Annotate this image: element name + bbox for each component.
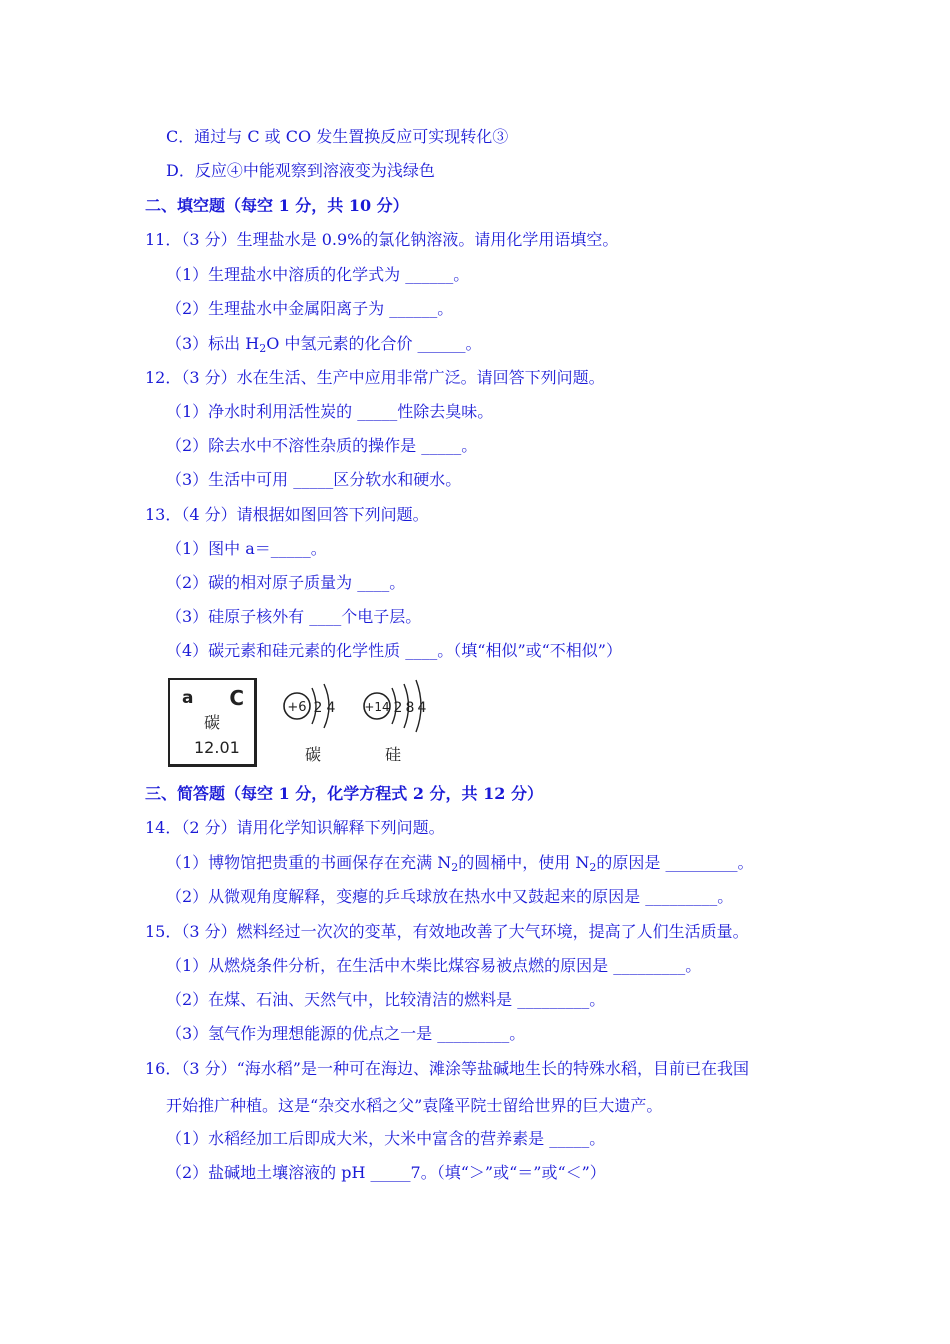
q15-part1: （1）从燃烧条件分析，在生活中木柴比煤容易被点燃的原因是 _________。 (166, 956, 702, 975)
q11-part3-sub: 2 (259, 342, 267, 355)
silicon-shell-3-count: 4 (417, 700, 427, 716)
q16-part2: （2）盐碱地土壤溶液的 pH _____7。（填“＞”或“＝”或“＜”） (166, 1163, 606, 1182)
q11-part2: （2）生理盐水中金属阳离子为 ______。 (166, 299, 454, 318)
q11-stem: 11．（3 分）生理盐水是 0.9%的氯化钠溶液。请用化学用语填空。 (145, 230, 619, 249)
option-c: C．通过与 C 或 CO 发生置换反应可实现转化③ (166, 127, 509, 146)
q12-part2: （2）除去水中不溶性杂质的操作是 _____。 (166, 436, 478, 455)
q14-stem: 14．（2 分）请用化学知识解释下列问题。 (145, 818, 445, 837)
element-atomic-number: a (182, 688, 194, 708)
q15-part3: （3）氢气作为理想能源的优点之一是 _________。 (166, 1024, 526, 1043)
q16-part1: （1）水稻经加工后即成大米，大米中富含的营养素是 _____。 (166, 1129, 606, 1148)
carbon-shell-1-count: 2 (313, 700, 323, 716)
q15-stem: 15．（3 分）燃料经过一次次的变革，有效地改善了大气环境，提高了人们生活质量。 (145, 922, 749, 941)
q14-part1-sub1: 2 (451, 861, 459, 874)
element-mass: 12.01 (194, 738, 240, 757)
q14-part1-sub2: 2 (589, 861, 597, 874)
silicon-shell-2-count: 8 (405, 700, 415, 716)
q13-part1: （1）图中 a＝_____。 (166, 539, 327, 558)
q14-part1-a: （1）博物馆把贵重的书画保存在充满 N (166, 853, 452, 872)
q16-stem-line2: 开始推广种植。这是“杂交水稻之父”袁隆平院士留给世界的巨大遗产。 (166, 1096, 663, 1115)
silicon-atom-diagram (364, 680, 427, 732)
silicon-shell-1-count: 2 (393, 700, 403, 716)
q15-part2: （2）在煤、石油、天然气中，比较清洁的燃料是 _________。 (166, 990, 606, 1009)
q14-part1 (166, 853, 753, 873)
q13-part2: （2）碳的相对原子质量为 ____。 (166, 573, 406, 592)
q14-part1-c: 的原因是 _________。 (596, 853, 754, 872)
atomic-structure-figure (166, 676, 446, 771)
q11-part3-a: （3）标出 H (166, 334, 260, 353)
q12-stem: 12．（3 分）水在生活、生产中应用非常广泛。请回答下列问题。 (145, 368, 605, 387)
carbon-atom-diagram (284, 684, 336, 728)
element-name: 碳 (204, 713, 221, 732)
q13-stem: 13．（4 分）请根据如图回答下列问题。 (145, 505, 429, 524)
section-fill-in-heading: 二、填空题（每空 1 分，共 10 分） (145, 196, 409, 215)
q11-part3 (166, 334, 482, 354)
q12-part1: （1）净水时利用活性炭的 _____性除去臭味。 (166, 402, 494, 421)
q12-part3: （3）生活中可用 _____区分软水和硬水。 (166, 470, 462, 489)
q13-part4: （4）碳元素和硅元素的化学性质 ____。（填“相似”或“不相似”） (166, 641, 622, 660)
silicon-nucleus-charge: +14 (364, 700, 390, 714)
q11-part3-b: O 中氢元素的化合价 ______。 (266, 334, 482, 353)
q14-part1-b: 的圆桶中，使用 N (458, 853, 590, 872)
carbon-shell-2-count: 4 (326, 700, 336, 716)
q14-part2: （2）从微观角度解释，变瘪的乒乓球放在热水中又鼓起来的原因是 _________。 (166, 887, 734, 906)
section-short-answer-heading: 三、简答题（每空 1 分，化学方程式 2 分，共 12 分） (145, 784, 543, 803)
carbon-diagram-label: 碳 (305, 745, 322, 764)
q16-stem-line1: 16．（3 分）“海水稻”是一种可在海边、滩涂等盐碱地生长的特殊水稻，目前已在我国 (145, 1059, 749, 1078)
carbon-nucleus-charge: +6 (287, 700, 307, 715)
q11-part1: （1）生理盐水中溶质的化学式为 ______。 (166, 265, 470, 284)
silicon-diagram-label: 硅 (385, 745, 402, 764)
element-symbol: C (229, 686, 244, 710)
q13-part3: （3）硅原子核外有 ____个电子层。 (166, 607, 422, 626)
option-d: D．反应④中能观察到溶液变为浅绿色 (166, 161, 435, 180)
